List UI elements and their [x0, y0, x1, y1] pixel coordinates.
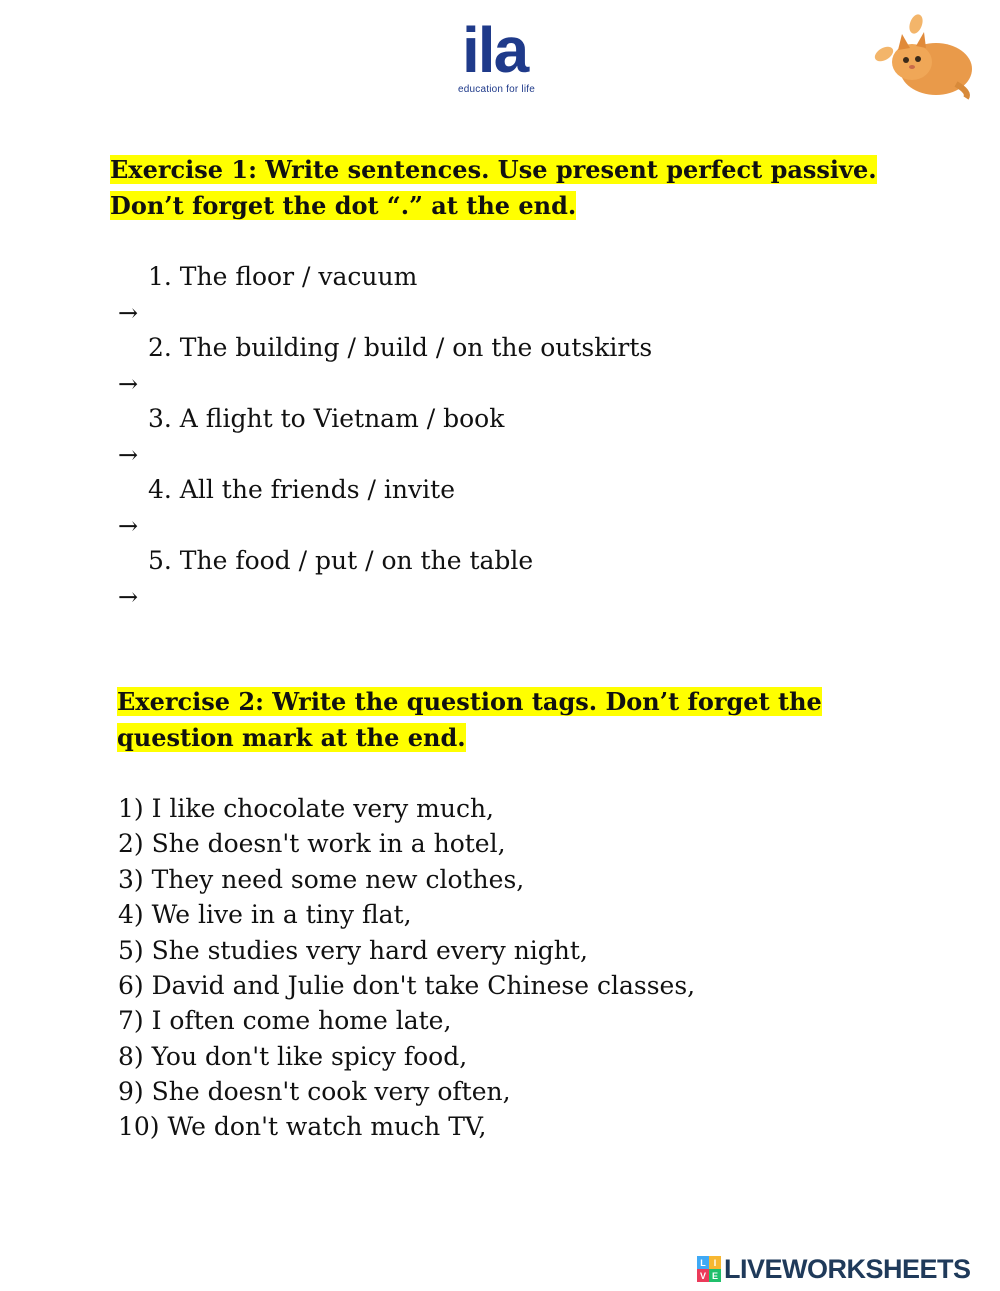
exercise2-item: 6) David and Julie don't take Chinese classes,: [118, 971, 696, 1000]
exercise2-item: 9) She doesn't cook very often,: [118, 1077, 511, 1106]
exercise2-heading-line1: Exercise 2: Write the question tags. Don’t forget the: [117, 687, 822, 716]
liveworksheets-brand-text: LIVEWORKSHEETS: [724, 1253, 971, 1284]
exercise1-item: 2. The building / build / on the outskirts: [148, 333, 653, 362]
answer-arrow: →: [118, 583, 139, 611]
logo-text: ila: [462, 14, 528, 86]
exercise2-item: 5) She studies very hard every night,: [118, 936, 588, 965]
exercise2-item: 2) She doesn't work in a hotel,: [118, 829, 506, 858]
answer-arrow: →: [118, 512, 139, 540]
exercise2-item: 1) I like chocolate very much,: [118, 794, 495, 823]
exercise2-item: 7) I often come home late,: [118, 1006, 452, 1035]
badge-letter: E: [709, 1269, 721, 1282]
exercise2-item: 10) We don't watch much TV,: [118, 1112, 487, 1141]
answer-arrow: →: [118, 370, 139, 398]
exercise2-item: 8) You don't like spicy food,: [118, 1042, 468, 1071]
ila-logo: [462, 14, 542, 86]
exercise1-heading-line2: Don’t forget the dot “.” at the end.: [110, 191, 577, 220]
exercise1-heading: [110, 152, 880, 224]
exercise1-heading-line1: Exercise 1: Write sentences. Use present perfect passive.: [110, 155, 877, 184]
answer-arrow: →: [118, 299, 139, 327]
answer-arrow: →: [118, 441, 139, 469]
logo-tagline: education for life: [458, 84, 535, 95]
cat-illustration: [866, 14, 976, 100]
badge-letter: I: [709, 1256, 721, 1269]
exercise2-heading-line2: question mark at the end.: [117, 723, 466, 752]
exercise1-item: 5. The food / put / on the table: [148, 546, 534, 575]
badge-letter: V: [697, 1269, 709, 1282]
badge-letter: L: [697, 1256, 709, 1269]
exercise1-item: 4. All the friends / invite: [148, 475, 455, 504]
exercise2-item: 4) We live in a tiny flat,: [118, 900, 412, 929]
exercise2-heading: [117, 684, 880, 756]
exercise1-item: 1. The floor / vacuum: [148, 262, 418, 291]
liveworksheets-badge-icon: [697, 1256, 721, 1282]
exercise2-item: 3) They need some new clothes,: [118, 865, 525, 894]
exercise1-item: 3. A flight to Vietnam / book: [148, 404, 505, 433]
liveworksheets-logo: [697, 1252, 971, 1286]
